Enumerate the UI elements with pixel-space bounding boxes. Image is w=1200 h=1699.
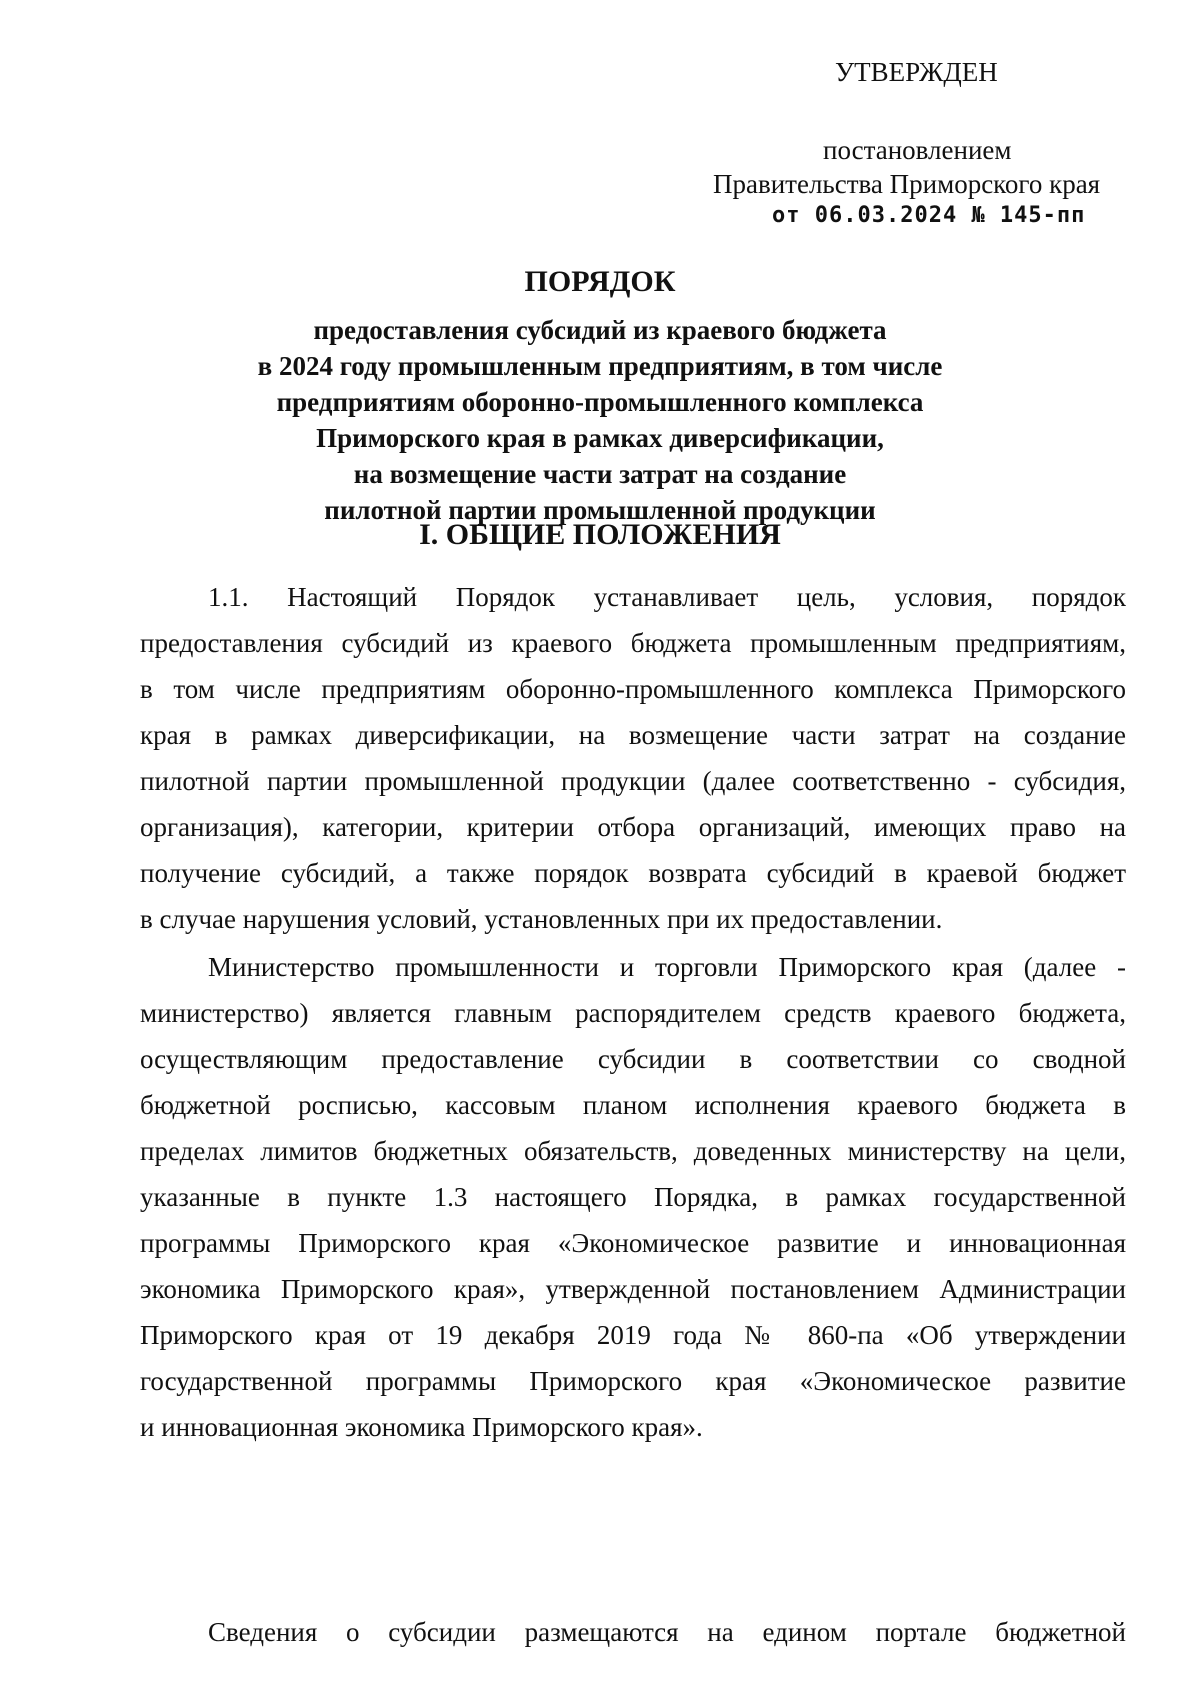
paragraph-line: экономика Приморского края», утвержденной постановлением Администрации [140, 1274, 1126, 1304]
paragraph-line: Сведения о субсидии размещаются на едином портале бюджетной [208, 1617, 1126, 1647]
paragraph-line: 1.1. Настоящий Порядок устанавливает цель, условия, порядок [208, 582, 1126, 612]
paragraph-line: пределах лимитов бюджетных обязательств, доведенных министерству на цели, [140, 1136, 1126, 1166]
paragraph-line: программы Приморского края «Экономическое развитие и инновационная [140, 1228, 1126, 1258]
paragraph-line: бюджетной росписью, кассовым планом исполнения краевого бюджета в [140, 1090, 1126, 1120]
paragraph-line: Министерство промышленности и торговли Приморского края (далее - [208, 952, 1126, 982]
approval-date-number: от 06.03.2024 № 145-пп [772, 203, 1086, 228]
document-subtitle [0, 312, 1200, 528]
paragraph-line: в том числе предприятиям оборонно-промышленного комплекса Приморского [140, 674, 1126, 704]
approval-document-type: постановлением [823, 135, 1012, 165]
subtitle-line: предприятиям оборонно-промышленного комплекса [276, 387, 924, 417]
subtitle-line: на возмещение части затрат на создание [353, 459, 847, 489]
paragraph-line: получение субсидий, а также порядок возврата субсидий в краевой бюджет [140, 858, 1126, 888]
paragraph-line: государственной программы Приморского края «Экономическое развитие [140, 1366, 1126, 1396]
subtitle-line: Приморского края в рамках диверсификации, [316, 423, 884, 453]
paragraph-line: края в рамках диверсификации, на возмещение части затрат на создание [140, 720, 1126, 750]
paragraph-line: Приморского края от 19 декабря 2019 года № 860-па «Об утверждении [140, 1320, 1126, 1350]
approval-authority: Правительства Приморского края [713, 169, 1101, 199]
paragraph-line: организация), категории, критерии отбора организаций, имеющих право на [140, 812, 1126, 842]
subtitle-line: в 2024 году промышленным предприятиям, в том числе [257, 351, 943, 381]
section-heading: I. ОБЩИЕ ПОЛОЖЕНИЯ [419, 518, 781, 551]
subtitle-line: пилотной партии промышленной продукции [324, 495, 876, 525]
paragraph-line: и инновационная экономика Приморского края». [140, 1412, 703, 1442]
paragraph-line: министерство) является главным распорядителем средств краевого бюджета, [140, 998, 1126, 1028]
subtitle-line: предоставления субсидий из краевого бюджета [313, 315, 887, 345]
paragraph-1-1 [140, 574, 1126, 942]
paragraph-line: предоставления субсидий из краевого бюджета промышленным предприятиям, [140, 628, 1126, 658]
paragraph-subsidy-info [140, 1609, 1126, 1655]
paragraph-line: в случае нарушения условий, установленных при их предоставлении. [140, 904, 943, 934]
paragraph-line: пилотной партии промышленной продукции (далее соответственно - субсидия, [140, 766, 1126, 796]
paragraph-ministry [140, 944, 1126, 1450]
approval-status: УТВЕРЖДЕН [835, 57, 998, 87]
paragraph-line: осуществляющим предоставление субсидии в соответствии со сводной [140, 1044, 1126, 1074]
paragraph-line: указанные в пункте 1.3 настоящего Порядка, в рамках государственной [140, 1182, 1126, 1212]
document-title: ПОРЯДОК [524, 265, 676, 298]
